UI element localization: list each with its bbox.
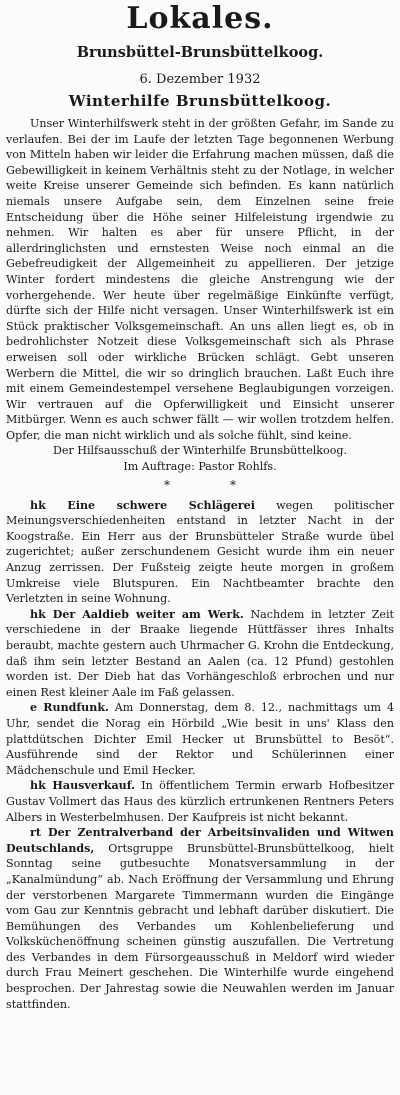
article-body <box>6 116 394 443</box>
section-masthead: Lokales. <box>126 1 274 36</box>
news-item-text: Am Donnerstag, dem 8. 12., nachmittags um 4 Uhr, sendet die Norag ein Hörbild „Wie besit in uns' Klass den plattdütschen Dichter Emil Hecker ut Brunsbüttel to Besöt“. Ausführende sind der Rektor und Schülerinnen einer Mädchenschule und Emil Hecker. <box>6 701 395 777</box>
news-item-house-sale <box>6 778 394 825</box>
news-item-text: wegen politischer Meinungsverschiedenheiten entstand in letzter Nacht in der Koogstraße. Ein Herr aus der Brunsbütteler Straße wurde übel zugerichtet; außer zerschundenem Gesicht wurde ihm ein neuer Anzug zerrissen. Der Fußsteig zeigte heute morgen in großem Umkreise viele Blutspuren. Ein Nachtbeamter brachte den Verletzten in seine Wohnung. <box>6 498 394 606</box>
news-item-lead: hk Hausverkauf. <box>30 779 135 793</box>
news-item-radio <box>6 700 394 778</box>
news-item-eel-thief <box>6 607 394 701</box>
separator-asterisk: * <box>164 477 170 492</box>
signature-line: Der Hilfsausschuß der Winterhilfe Brunsbüttelkoog. <box>52 444 348 458</box>
news-item-brawl <box>6 498 394 607</box>
separator-asterisk: * <box>230 477 236 492</box>
news-item-association <box>6 825 394 1012</box>
news-item-lead: rt Der Zentralverband der Arbeitsinvaliden und Witwen Deutschlands, <box>6 826 394 855</box>
news-item-lead: hk Der Aaldieb weiter am Werk. <box>30 607 244 621</box>
news-item-lead: hk Eine schwere Schlägerei <box>30 498 255 512</box>
article-separator <box>6 478 394 492</box>
article-body-text: Unser Winterhilfswerk steht in der größten Gefahr, im Sande zu verlaufen. Bei der im Laufe der letzten Tage begonnenen Werbung von Mitteln haben wir leider die Erfahrung machen müssen, daß die Gebewilligkeit in keinem Verhältnis steht zu der Notlage, in welcher weite Kreise unserer Gemeinde sich befinden. Es kann natürlich niemals unsere Aufgabe sein, dem Einzelnen seine freie Entscheidung über die Höhe seiner Hilfeleistung irgendwie zu nehmen. Wir halten es aber für unsere Pflicht, in der allerdringlichsten und ernstesten Weise noch einmal an die Gebefreudigkeit der Allgemeinheit zu appellieren. Der jetzige Winter fordert mindestens die gleiche Anstrengung wie der vorhergehende. Wer heute über regelmäßige Einkünfte verfügt, dürfte sich der Hilfe nicht versagen. Unser Winterhilfswerk ist ein Stück praktischer Volksgemeinschaft. An uns allen liegt es, ob in bedrohlichster Notzeit diese Volksgemeinschaft sich als Phrase erweisen soll oder wirkliche Brücken schlägt. Gebt unseren Werbern die Mittel, die wir so dringlich brauchen. Laßt Euch ihre mit einem Gemeindestempel versehene Beglaubigungen vorzeigen. Wir vertrauen auf die Opferwilligkeit und Einsicht unserer Mitbürger. Wenn es auch schwer fällt — wir wollen trotzdem helfen. Opfer, die man nicht wirklich und als solche fühlt, sind keine. <box>6 117 394 442</box>
news-item-text: Ortsgruppe Brunsbüttel-Brunsbüttelkoog, hielt Sonntag seine gutbesuchte Monatsversammlung in der „Kanalmündung“ ab. Nach Eröffnung der Versammlung und Ehrung der verstorbenen Margarete Timmermann wurden die Eingänge vom Gau zur Kenntnis gebracht und lebhaft darüber diskutiert. Die Bemühungen des Verbandes um Kohlenbelieferung und Volksküchenöffnung scheinen günstig auszufallen. Die Vertretung des Verbandes in dem Fürsorgeausschuß in Meldorf wird wieder durch Frau Meinert geschehen. Die Winterhilfe wurde eingehend besprochen. Der Jahrestag sowie die Neuwahlen werden im Januar stattfinden. <box>6 841 394 1011</box>
commission-line: Im Auftrage: Pastor Rohlfs. <box>123 460 277 474</box>
news-item-text: In öffentlichem Termin erwarb Hofbesitzer Gustav Vollmert das Haus des kürzlich ertrunkenen Rentners Peters Albers in Westerbelmhusen. Der Kaufpreis ist nicht bekannt. <box>6 779 394 824</box>
news-items <box>6 498 394 1013</box>
dateline: 6. Dezember 1932 <box>139 72 261 87</box>
town-subheading: Brunsbüttel-Brunsbüttelkoog. <box>76 44 324 61</box>
news-item-text: Nachdem in letzter Zeit verschiedene in der Braake liegende Hüttfässer ihres Inhalts beraubt, machte gestern auch Uhrmacher G. Krohn die Entdeckung, daß ihm sein letzter Bestand an Aalen (ca. 12 Pfund) gestohlen worden ist. Der Dieb hat das Vorhängeschloß erbrochen und nur einen Rest kleiner Aale im Faß gelassen. <box>6 607 394 699</box>
news-item-lead: e Rundfunk. <box>30 701 109 715</box>
article-headline: Winterhilfe Brunsbüttelkoog. <box>68 92 332 110</box>
